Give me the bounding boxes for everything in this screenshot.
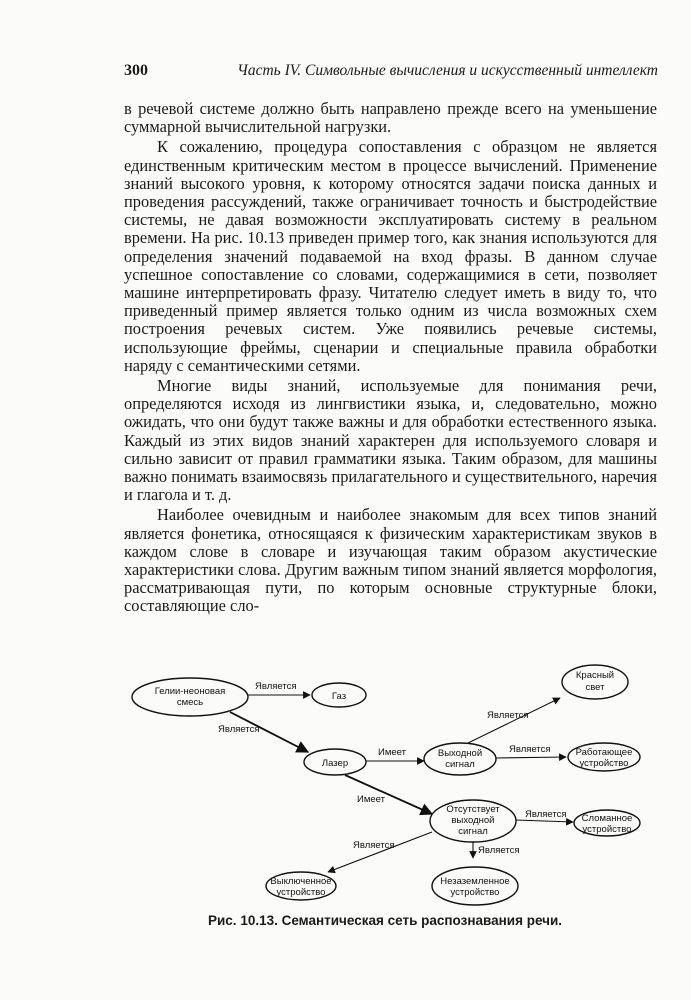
page-number: 300 xyxy=(124,62,148,79)
edge-noout-disabled xyxy=(328,832,432,872)
edge-label: Является xyxy=(255,681,297,692)
node-label: устройство xyxy=(450,887,500,898)
edge-output-working xyxy=(496,757,566,758)
node-label: Красный xyxy=(575,670,615,681)
node-label: сигнал xyxy=(445,759,475,770)
node-label: Лазер xyxy=(321,758,349,769)
node-label: смесь xyxy=(176,697,204,708)
node-label: свет xyxy=(585,682,605,693)
paragraph: в речевой системе должно быть направлено прежде всего на уменьшение суммарной вычислительной нагрузки. xyxy=(124,99,657,137)
semantic-network-figure xyxy=(120,660,650,920)
paragraph: Многие виды знаний, используемые для понимания речи, определяются исходя из лингвистики языка, и, следовательно, можно ожидать, что они будут также важны и для обработки естественного языка. Каждый из этих видов знаний характерен для используемого словаря и сильно зависит от правил грамматики языка. Таким образом, для машины важно понимать взаимосвязь прилагательного и существительного, наречия и глагола и т. д. xyxy=(124,376,657,505)
node-label: Работающее xyxy=(575,747,633,758)
edge-label: Имеет xyxy=(378,747,406,758)
node-label: Выключенное xyxy=(270,876,332,887)
node-label: Сломанное xyxy=(581,813,633,824)
edge-label: Является xyxy=(478,845,520,856)
paragraph: Наиболее очевидным и наиболее знакомым для всех типов знаний является фонетика, относящаяся к физическим характеристикам звуков в каждом слове в словаре и изучающая таким образом акустические характеристики слова. Другим важным типом знаний является морфология, рассматривающая пути, по которым основные структурные блоки, составляющие сло- xyxy=(124,505,657,616)
edge-label: Является xyxy=(509,744,551,755)
edge-output-red xyxy=(466,698,560,744)
node-label: Гелии-неоновая xyxy=(154,686,226,697)
edge-label: Имеет xyxy=(357,794,385,805)
running-title: Часть IV. Символьные вычисления и искусственный интеллект xyxy=(237,62,658,79)
node-label: Газ xyxy=(331,691,347,702)
page-header xyxy=(124,62,658,82)
node-label: Выходной xyxy=(437,748,483,759)
node-label: Незаземленное xyxy=(440,876,510,887)
node-label: устройство xyxy=(579,758,629,769)
node-label: устройство xyxy=(582,824,632,835)
node-label: выходной xyxy=(451,815,495,826)
node-label: Отсутствует xyxy=(446,804,500,815)
edge-label: Является xyxy=(218,724,260,735)
paragraph: К сожалению, процедура сопоставления с образцом не является единственным критическим местом в процессе вычислений. Применение знаний высокого уровня, к которому относятся задачи поиска данных и проведения рассуждений, также ограничивает точность и быстродействие системы, не давая возможности эксплуатировать систему в реальном времени. На рис. 10.13 приведен пример того, как знания используются для определения значений подаваемой на вход фразы. В данном случае успешное сопоставление со словами, содержащимися в сети, позволяет машине интерпретировать фразу. Читателю следует иметь в виду то, что приведенный пример является только одним из числа возможных схем построения речевых систем. Уже появились речевые системы, использующие фреймы, сценарии и специальные правила обработки наряду с семантическими сетями. xyxy=(124,137,657,375)
figure-caption: Рис. 10.13. Семантическая сеть распознавания речи. xyxy=(208,913,562,928)
edge-noout-broken xyxy=(515,820,573,822)
node-label: сигнал xyxy=(458,826,488,837)
edge-label: Является xyxy=(353,840,395,851)
edge-label: Является xyxy=(487,710,529,721)
edge-label: Является xyxy=(525,809,567,820)
body-text xyxy=(124,100,657,616)
node-label: устройство xyxy=(276,887,326,898)
